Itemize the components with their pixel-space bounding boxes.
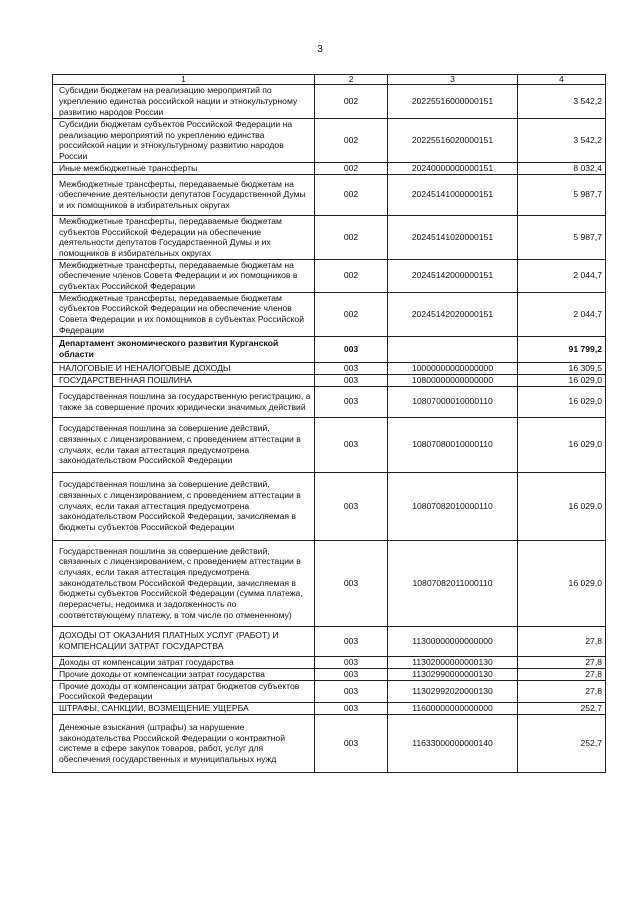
row-name: Межбюджетные трансферты, передаваемые бюджетам на обеспечение деятельности депутатов Государственной Думы и их помощников в избирательных округах — [53, 174, 315, 215]
row-sum: 5 987,7 — [518, 215, 606, 259]
table-row — [53, 85, 606, 119]
row-name: ШТРАФЫ, САНКЦИИ, ВОЗМЕЩЕНИЕ УЩЕРБА — [53, 702, 315, 714]
row-budget-code: 11302000000000130 — [388, 656, 518, 668]
row-admin-code: 003 — [315, 540, 388, 626]
row-budget-code: 10800000000000000 — [388, 374, 518, 386]
row-name: Иные межбюджетные трансферты — [53, 162, 315, 174]
row-name: Межбюджетные трансферты, передаваемые бюджетам субъектов Российской Федерации на обеспечение членов Совета Федерации и их помощников в субъектах Российской Федерации — [53, 292, 315, 336]
row-budget-code: 11300000000000000 — [388, 626, 518, 656]
row-name: Прочие доходы от компенсации затрат бюджетов субъектов Российской Федерации — [53, 680, 315, 702]
row-admin-code: 003 — [315, 362, 388, 374]
row-sum: 8 032,4 — [518, 162, 606, 174]
row-name: Денежные взыскания (штрафы) за нарушение законодательства Российской Федерации о контрактной системе в сфере закупок товаров, работ, услуг для обеспечения государственных и муниципальных нужд — [53, 714, 315, 772]
row-budget-code: 20245141020000151 — [388, 215, 518, 259]
row-budget-code: 20245142000000151 — [388, 259, 518, 292]
row-admin-code: 003 — [315, 702, 388, 714]
row-name: ГОСУДАРСТВЕННАЯ ПОШЛИНА — [53, 374, 315, 386]
row-sum: 16 309,5 — [518, 362, 606, 374]
row-sum: 27,8 — [518, 656, 606, 668]
row-admin-code: 002 — [315, 85, 388, 119]
row-budget-code — [388, 336, 518, 362]
table-row — [53, 680, 606, 702]
header-col-2: 2 — [315, 75, 388, 85]
header-col-3: 3 — [388, 75, 518, 85]
row-budget-code: 10000000000000000 — [388, 362, 518, 374]
row-name: Межбюджетные трансферты, передаваемые бюджетам субъектов Российской Федерации на обеспечение деятельности депутатов Государственной Думы и их помощников в избирательных округах — [53, 215, 315, 259]
row-budget-code: 11633000000000140 — [388, 714, 518, 772]
row-sum: 252,7 — [518, 714, 606, 772]
row-budget-code: 10807082010000110 — [388, 472, 518, 540]
table-row — [53, 215, 606, 259]
row-sum: 16 029,0 — [518, 386, 606, 417]
row-budget-code: 20225516020000151 — [388, 119, 518, 163]
row-admin-code: 002 — [315, 119, 388, 163]
row-budget-code: 20240000000000151 — [388, 162, 518, 174]
table-row — [53, 162, 606, 174]
row-sum: 3 542,2 — [518, 119, 606, 163]
row-name: Субсидии бюджетам на реализацию мероприятий по укреплению единства российской нации и этнокультурному развитию народов России — [53, 85, 315, 119]
page-number: 3 — [317, 44, 323, 55]
row-sum: 5 987,7 — [518, 174, 606, 215]
table-header-row — [53, 75, 606, 85]
row-name: Департамент экономического развития Курганской области — [53, 336, 315, 362]
row-name: Межбюджетные трансферты, передаваемые бюджетам на обеспечение членов Совета Федерации и их помощников в субъектах Российской Федерации — [53, 259, 315, 292]
row-name: Государственная пошлина за совершение действий, связанных с лицензированием, с проведением аттестации в случаях, если такая аттестация предусмотрена законодательством Российской Федерации, зачисляемая в бюджеты субъектов Российской Федерации (сумма платежа, перерасчеты, недоимка и задолженность по соответствующему платежу, в том числе по отмененному) — [53, 540, 315, 626]
table-row — [53, 259, 606, 292]
table-row — [53, 656, 606, 668]
row-budget-code: 20225516000000151 — [388, 85, 518, 119]
row-sum: 252,7 — [518, 702, 606, 714]
table-row — [53, 174, 606, 215]
row-budget-code: 11600000000000000 — [388, 702, 518, 714]
row-admin-code: 003 — [315, 626, 388, 656]
row-budget-code: 11302990000000130 — [388, 668, 518, 680]
row-sum: 16 029,0 — [518, 417, 606, 472]
row-name: Доходы от компенсации затрат государства — [53, 656, 315, 668]
row-admin-code: 002 — [315, 162, 388, 174]
row-name: Государственная пошлина за государственную регистрацию, а также за совершение прочих юридически значимых действий — [53, 386, 315, 417]
row-sum: 16 029,0 — [518, 472, 606, 540]
row-sum: 91 799,2 — [518, 336, 606, 362]
table-row — [53, 626, 606, 656]
table-row — [53, 540, 606, 626]
row-name: Прочие доходы от компенсации затрат государства — [53, 668, 315, 680]
row-name: Субсидии бюджетам субъектов Российской Федерации на реализацию мероприятий по укреплению единства российской нации и этнокультурному развитию народов России — [53, 119, 315, 163]
table-row — [53, 417, 606, 472]
table-row — [53, 374, 606, 386]
row-admin-code: 003 — [315, 336, 388, 362]
row-budget-code: 10807080010000110 — [388, 417, 518, 472]
table-row — [53, 386, 606, 417]
table-row — [53, 668, 606, 680]
row-name: ДОХОДЫ ОТ ОКАЗАНИЯ ПЛАТНЫХ УСЛУГ (РАБОТ) И КОМПЕНСАЦИИ ЗАТРАТ ГОСУДАРСТВА — [53, 626, 315, 656]
row-sum: 2 044,7 — [518, 292, 606, 336]
row-sum: 2 044,7 — [518, 259, 606, 292]
row-admin-code: 003 — [315, 680, 388, 702]
row-sum: 16 029,0 — [518, 540, 606, 626]
table-row — [53, 362, 606, 374]
table-row — [53, 119, 606, 163]
table-row — [53, 472, 606, 540]
table-row — [53, 702, 606, 714]
row-budget-code: 20245141000000151 — [388, 174, 518, 215]
row-sum: 27,8 — [518, 680, 606, 702]
row-sum: 27,8 — [518, 668, 606, 680]
row-admin-code: 003 — [315, 386, 388, 417]
row-budget-code: 11302992020000130 — [388, 680, 518, 702]
row-admin-code: 002 — [315, 174, 388, 215]
row-admin-code: 002 — [315, 292, 388, 336]
row-budget-code: 10807082011000110 — [388, 540, 518, 626]
row-name: Государственная пошлина за совершение действий, связанных с лицензированием, с проведением аттестации в случаях, если такая аттестация предусмотрена законодательством Российской Федерации — [53, 417, 315, 472]
row-admin-code: 003 — [315, 714, 388, 772]
row-name: НАЛОГОВЫЕ И НЕНАЛОГОВЫЕ ДОХОДЫ — [53, 362, 315, 374]
row-admin-code: 003 — [315, 656, 388, 668]
row-admin-code: 003 — [315, 472, 388, 540]
row-admin-code: 002 — [315, 259, 388, 292]
row-admin-code: 003 — [315, 668, 388, 680]
row-budget-code: 10807000010000110 — [388, 386, 518, 417]
row-sum: 3 542,2 — [518, 85, 606, 119]
row-sum: 27,8 — [518, 626, 606, 656]
row-admin-code: 002 — [315, 215, 388, 259]
row-budget-code: 20245142020000151 — [388, 292, 518, 336]
row-admin-code: 003 — [315, 417, 388, 472]
table-row — [53, 336, 606, 362]
row-name: Государственная пошлина за совершение действий, связанных с лицензированием, с проведением аттестации в случаях, если такая аттестация предусмотрена законодательством Российской Федерации, зачисляемая в бюджеты субъектов Российской Федерации — [53, 472, 315, 540]
row-sum: 16 029,0 — [518, 374, 606, 386]
table-row — [53, 714, 606, 772]
header-col-4: 4 — [518, 75, 606, 85]
table-row — [53, 292, 606, 336]
header-col-1: 1 — [53, 75, 315, 85]
row-admin-code: 003 — [315, 374, 388, 386]
budget-table — [52, 74, 606, 773]
